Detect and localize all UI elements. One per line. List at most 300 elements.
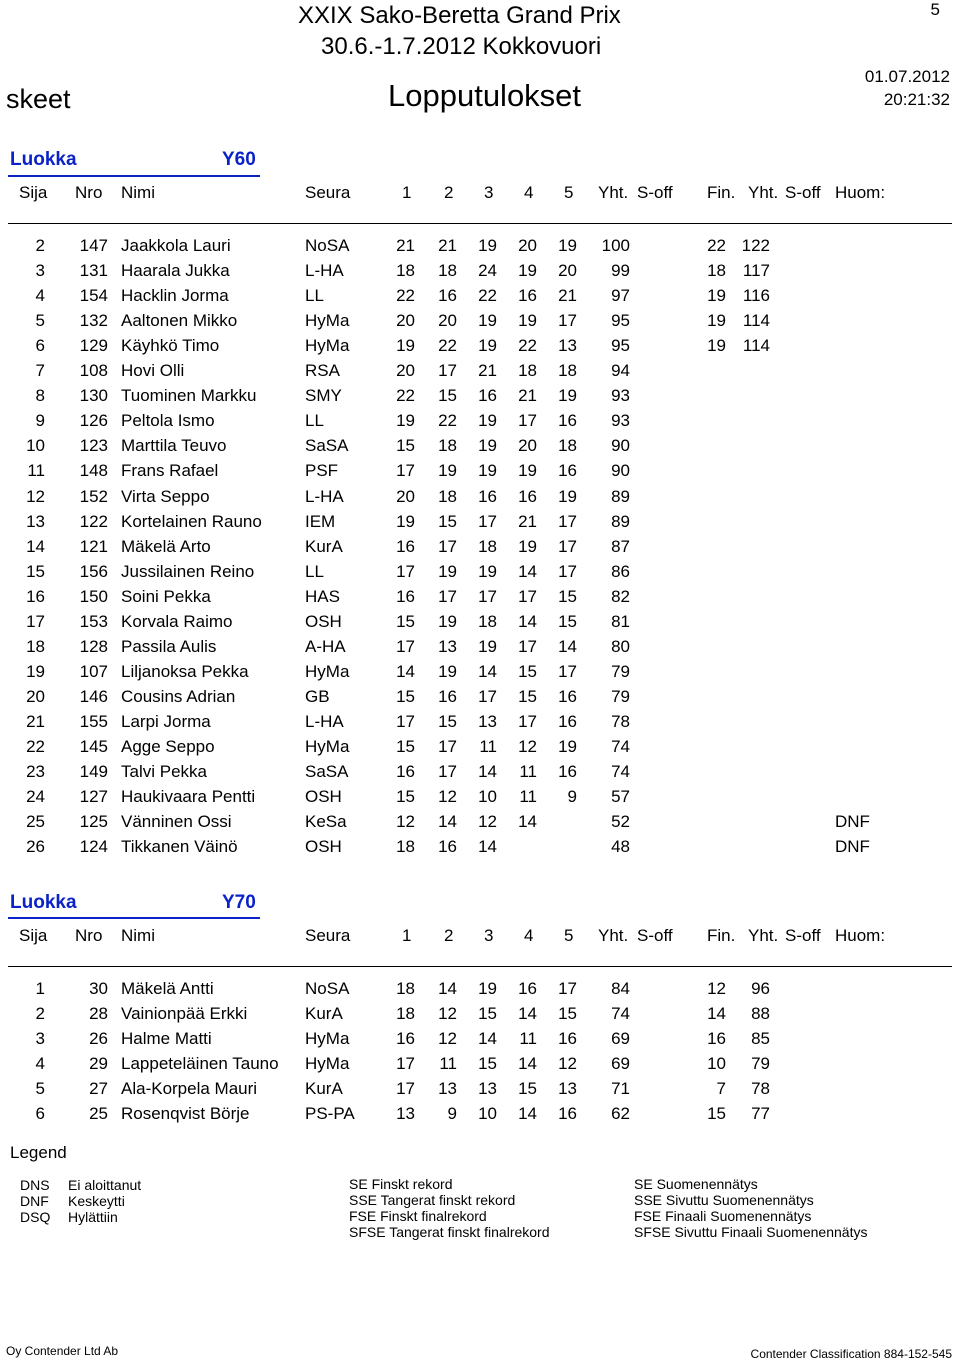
results-title: Lopputulokset [388,78,582,113]
legend-record: SSE Tangerat finskt rekord [349,1192,516,1208]
club-cell: HyMa [305,1054,350,1073]
total-cell: 78 [611,712,630,731]
series-4-cell: 17 [518,411,537,430]
total-cell: 93 [611,411,630,430]
series-3-cell: 17 [478,587,497,606]
total-cell: 95 [611,336,630,355]
rank-cell: 7 [35,361,45,380]
legend-record: FSE Finaali Suomenennätys [634,1208,812,1224]
col-series-3: 3 [484,183,494,202]
table-row [0,386,960,411]
table-row [0,812,960,837]
number-cell: 154 [79,286,108,305]
number-cell: 150 [79,587,108,606]
series-2-cell: 19 [438,662,457,681]
series-2-cell: 16 [438,687,457,706]
legend-title: Legend [10,1143,67,1162]
rank-cell: 21 [26,712,45,731]
legend-text-dsq: Hylättiin [68,1209,118,1225]
club-cell: HyMa [305,1029,350,1048]
rank-cell: 24 [26,787,45,806]
series-2-cell: 11 [439,1054,457,1073]
table-row [0,687,960,712]
final-total-cell: 117 [742,261,770,280]
number-cell: 156 [79,562,108,581]
club-cell: HyMa [305,737,350,756]
club-cell: NoSA [305,979,350,998]
table-row [0,487,960,512]
event-title: XXIX Sako-Beretta Grand Prix [298,2,621,29]
series-4-cell: 11 [519,1029,537,1048]
series-4-cell: 14 [518,1104,537,1123]
final-total-cell: 78 [751,1079,770,1098]
series-2-cell: 19 [438,612,457,631]
table-row [0,261,960,286]
rank-cell: 20 [26,687,45,706]
series-4-cell: 14 [518,1054,537,1073]
final-cell: 12 [707,979,726,998]
series-2-cell: 17 [438,587,457,606]
name-cell: Larpi Jorma [121,712,211,731]
table-row [0,979,960,1004]
series-4-cell: 15 [518,687,537,706]
club-cell: NoSA [305,236,350,255]
total-cell: 71 [611,1079,630,1098]
table-row [0,1104,960,1129]
series-2-cell: 14 [438,812,457,831]
series-5-cell: 16 [558,411,577,430]
class-underline [8,917,260,919]
col-final: Fin. [707,183,736,202]
name-cell: Korvala Raimo [121,612,233,631]
series-3-cell: 14 [478,837,497,856]
series-3-cell: 13 [478,712,497,731]
number-cell: 25 [89,1104,108,1123]
series-1-cell: 22 [396,286,415,305]
col-series-4: 4 [524,926,534,945]
table-row [0,286,960,311]
event-dates: 30.6.-1.7.2012 Kokkovuori [321,33,602,60]
club-cell: KurA [305,1004,343,1023]
name-cell: Agge Seppo [121,737,215,756]
rank-cell: 5 [35,1079,45,1098]
series-5-cell: 16 [558,1104,577,1123]
table-row [0,637,960,662]
series-1-cell: 20 [396,311,415,330]
series-1-cell: 17 [396,1054,415,1073]
number-cell: 149 [79,762,108,781]
table-row [0,787,960,812]
col-final-total: Yht. [748,926,779,945]
series-5-cell: 16 [558,762,577,781]
rank-cell: 1 [35,979,45,998]
number-cell: 107 [79,662,108,681]
series-1-cell: 17 [396,461,415,480]
name-cell: Mäkelä Antti [121,979,214,998]
table-row [0,737,960,762]
total-cell: 93 [611,386,630,405]
name-cell: Rosenqvist Börje [121,1104,250,1123]
series-4-cell: 19 [518,461,537,480]
total-cell: 94 [611,361,630,380]
total-cell: 86 [611,562,630,581]
series-3-cell: 10 [478,1104,497,1123]
name-cell: Jussilainen Reino [121,562,255,581]
col-notes: Huom: [835,183,886,202]
series-5-cell: 15 [558,1004,577,1023]
total-cell: 69 [611,1029,630,1048]
legend-record: FSE Finskt finalrekord [349,1208,487,1224]
series-1-cell: 16 [396,762,415,781]
col-name: Nimi [121,926,155,945]
series-2-cell: 16 [438,837,457,856]
series-4-cell: 20 [518,436,537,455]
final-total-cell: 114 [742,311,770,330]
rank-cell: 26 [26,837,45,856]
rank-cell: 11 [27,461,45,480]
series-2-cell: 17 [438,361,457,380]
club-cell: KurA [305,537,343,556]
final-total-cell: 116 [742,286,770,305]
name-cell: Hovi Olli [121,361,185,380]
name-cell: Passila Aulis [121,637,217,656]
rank-cell: 3 [35,261,45,280]
series-3-cell: 19 [478,311,497,330]
final-total-cell: 122 [741,236,770,255]
final-cell: 19 [707,286,726,305]
rank-cell: 2 [35,236,45,255]
series-3-cell: 15 [478,1054,497,1073]
rank-cell: 8 [35,386,45,405]
series-1-cell: 17 [396,637,415,656]
series-1-cell: 15 [396,436,415,455]
club-cell: RSA [305,361,340,380]
name-cell: Ala-Korpela Mauri [121,1079,258,1098]
col-rank: Sija [19,926,48,945]
series-1-cell: 17 [396,562,415,581]
total-cell: 57 [611,787,630,806]
number-cell: 145 [79,737,108,756]
series-5-cell: 13 [558,336,577,355]
total-cell: 62 [611,1104,630,1123]
number-cell: 128 [79,637,108,656]
club-cell: GB [305,687,330,706]
name-cell: Haarala Jukka [121,261,230,280]
series-2-cell: 15 [438,512,457,531]
series-3-cell: 10 [478,787,497,806]
total-cell: 79 [611,662,630,681]
series-5-cell: 17 [558,662,577,681]
series-2-cell: 22 [438,411,457,430]
series-3-cell: 22 [478,286,497,305]
number-cell: 153 [79,612,108,631]
rank-cell: 10 [26,436,45,455]
table-row [0,537,960,562]
rank-cell: 17 [26,612,45,631]
series-4-cell: 12 [518,737,537,756]
series-5-cell: 13 [558,1079,577,1098]
series-2-cell: 9 [447,1104,457,1123]
legend-code-dns: DNS [20,1177,50,1193]
series-3-cell: 24 [478,261,497,280]
page-number: 5 [930,0,940,19]
rank-cell: 19 [26,662,45,681]
number-cell: 29 [89,1054,108,1073]
series-1-cell: 18 [396,1004,415,1023]
series-5-cell: 17 [558,512,577,531]
series-4-cell: 11 [519,762,537,781]
series-2-cell: 14 [438,979,457,998]
series-4-cell: 19 [518,311,537,330]
series-3-cell: 18 [478,537,497,556]
series-1-cell: 13 [396,1104,415,1123]
series-1-cell: 18 [396,979,415,998]
series-1-cell: 15 [396,787,415,806]
series-1-cell: 16 [396,587,415,606]
total-cell: 74 [611,737,630,756]
club-cell: SaSA [305,436,349,455]
col-rank: Sija [19,183,48,202]
series-1-cell: 16 [396,537,415,556]
series-5-cell: 16 [558,1029,577,1048]
col-series-2: 2 [444,926,454,945]
series-5-cell: 20 [558,261,577,280]
name-cell: Virta Seppo [121,487,210,506]
final-cell: 18 [707,261,726,280]
table-row [0,512,960,537]
number-cell: 121 [79,537,108,556]
series-2-cell: 20 [438,311,457,330]
rank-cell: 15 [26,562,45,581]
class-label: Luokka [10,149,77,170]
rank-cell: 12 [26,487,45,506]
table-row [0,837,960,862]
series-2-cell: 17 [438,762,457,781]
col-series-1: 1 [402,926,412,945]
number-cell: 123 [79,436,108,455]
footer-classification: Contender Classification 884-152-545 [750,1347,952,1361]
final-total-cell: 85 [751,1029,770,1048]
series-5-cell: 18 [558,436,577,455]
series-2-cell: 15 [438,386,457,405]
series-2-cell: 18 [438,261,457,280]
series-3-cell: 19 [478,411,497,430]
table-row [0,1029,960,1054]
series-2-cell: 12 [438,787,457,806]
number-cell: 130 [79,386,108,405]
final-total-cell: 96 [751,979,770,998]
footer-company: Oy Contender Ltd Ab [6,1344,119,1358]
total-cell: 48 [611,837,630,856]
legend-code-dsq: DSQ [20,1209,51,1225]
series-3-cell: 14 [478,1029,497,1048]
total-cell: 74 [611,762,630,781]
rank-cell: 14 [26,537,45,556]
series-3-cell: 15 [478,1004,497,1023]
series-2-cell: 18 [438,487,457,506]
number-cell: 26 [89,1029,108,1048]
print-time: 20:21:32 [883,90,950,109]
club-cell: A-HA [305,637,346,656]
name-cell: Frans Rafael [121,461,219,480]
table-row [0,436,960,461]
number-cell: 30 [89,979,108,998]
series-4-cell: 16 [518,979,537,998]
series-4-cell: 11 [519,787,537,806]
series-1-cell: 19 [396,411,415,430]
series-4-cell: 17 [518,637,537,656]
club-cell: HyMa [305,336,350,355]
total-cell: 69 [611,1054,630,1073]
series-1-cell: 18 [396,261,415,280]
series-1-cell: 15 [396,687,415,706]
series-4-cell: 14 [518,1004,537,1023]
number-cell: 147 [79,236,108,255]
series-4-cell: 21 [518,512,537,531]
series-3-cell: 13 [478,1079,497,1098]
series-1-cell: 17 [396,712,415,731]
rank-cell: 6 [35,1104,45,1123]
name-cell: Jaakkola Lauri [121,236,231,255]
number-cell: 152 [79,487,108,506]
name-cell: Vänninen Ossi [121,812,232,831]
number-cell: 131 [79,261,108,280]
series-4-cell: 14 [518,612,537,631]
series-1-cell: 17 [396,1079,415,1098]
series-5-cell: 16 [558,461,577,480]
col-series-1: 1 [402,183,412,202]
series-2-cell: 17 [438,537,457,556]
total-cell: 87 [611,537,630,556]
number-cell: 129 [79,336,108,355]
series-1-cell: 16 [396,1029,415,1048]
series-3-cell: 12 [478,812,497,831]
series-1-cell: 12 [396,812,415,831]
number-cell: 126 [79,411,108,430]
series-2-cell: 15 [438,712,457,731]
series-4-cell: 22 [518,336,537,355]
header-divider [8,966,952,967]
col-name: Nimi [121,183,155,202]
final-cell: 19 [707,336,726,355]
series-3-cell: 17 [478,512,497,531]
series-1-cell: 15 [396,612,415,631]
col-total: Yht. [598,926,629,945]
total-cell: 81 [611,612,630,631]
series-5-cell: 19 [558,386,577,405]
club-cell: IEM [305,512,336,531]
series-4-cell: 18 [518,361,537,380]
legend-text-dns: Ei aloittanut [68,1177,142,1193]
series-2-cell: 19 [438,461,457,480]
table-row [0,361,960,386]
table-row [0,1004,960,1029]
table-row [0,411,960,436]
name-cell: Aaltonen Mikko [121,311,238,330]
col-series-5: 5 [564,183,574,202]
table-row [0,662,960,687]
total-cell: 100 [601,236,630,255]
series-5-cell: 17 [558,979,577,998]
rank-cell: 22 [26,737,45,756]
club-cell: L-HA [305,712,344,731]
col-club: Seura [305,926,351,945]
rank-cell: 18 [26,637,45,656]
series-2-cell: 22 [438,336,457,355]
final-cell: 16 [707,1029,726,1048]
col-final-shootoff: S-off [785,926,821,945]
table-row [0,461,960,486]
total-cell: 80 [611,637,630,656]
series-1-cell: 19 [396,336,415,355]
col-final-shootoff: S-off [785,183,821,202]
series-5-cell: 9 [567,787,577,806]
total-cell: 52 [611,812,630,831]
legend-records-swedish [349,1176,550,1240]
total-cell: 95 [611,311,630,330]
table-row [0,236,960,261]
club-cell: L-HA [305,261,344,280]
number-cell: 127 [79,787,108,806]
series-5-cell: 21 [558,286,577,305]
series-5-cell: 17 [558,311,577,330]
series-3-cell: 14 [478,762,497,781]
series-1-cell: 22 [396,386,415,405]
series-3-cell: 19 [478,436,497,455]
number-cell: 132 [79,311,108,330]
series-4-cell: 14 [518,562,537,581]
rank-cell: 6 [35,336,45,355]
series-3-cell: 16 [478,487,497,506]
name-cell: Mäkelä Arto [121,537,211,556]
series-4-cell: 15 [518,1079,537,1098]
series-2-cell: 18 [438,436,457,455]
class-name: Y60 [222,149,256,170]
series-3-cell: 16 [478,386,497,405]
total-cell: 97 [611,286,630,305]
total-cell: 82 [611,587,630,606]
column-header [0,183,960,209]
total-cell: 90 [611,436,630,455]
number-cell: 108 [79,361,108,380]
table-row [0,336,960,361]
series-2-cell: 21 [438,236,457,255]
name-cell: Soini Pekka [121,587,211,606]
series-4-cell: 20 [518,236,537,255]
total-cell: 89 [611,487,630,506]
col-series-3: 3 [484,926,494,945]
name-cell: Liljanoksa Pekka [121,662,249,681]
header-divider [8,223,952,224]
name-cell: Talvi Pekka [121,762,207,781]
final-total-cell: 88 [751,1004,770,1023]
series-5-cell: 19 [558,737,577,756]
class-name: Y70 [222,892,256,913]
table-row [0,1054,960,1079]
rank-cell: 23 [26,762,45,781]
series-1-cell: 20 [396,487,415,506]
series-5-cell: 19 [558,487,577,506]
number-cell: 122 [79,512,108,531]
legend-record: SFSE Tangerat finskt finalrekord [349,1224,550,1240]
legend-code-texts [68,1177,141,1225]
total-cell: 74 [611,1004,630,1023]
club-cell: SaSA [305,762,349,781]
col-total: Yht. [598,183,629,202]
col-number: Nro [75,183,103,202]
total-cell: 90 [611,461,630,480]
club-cell: LL [305,562,324,581]
